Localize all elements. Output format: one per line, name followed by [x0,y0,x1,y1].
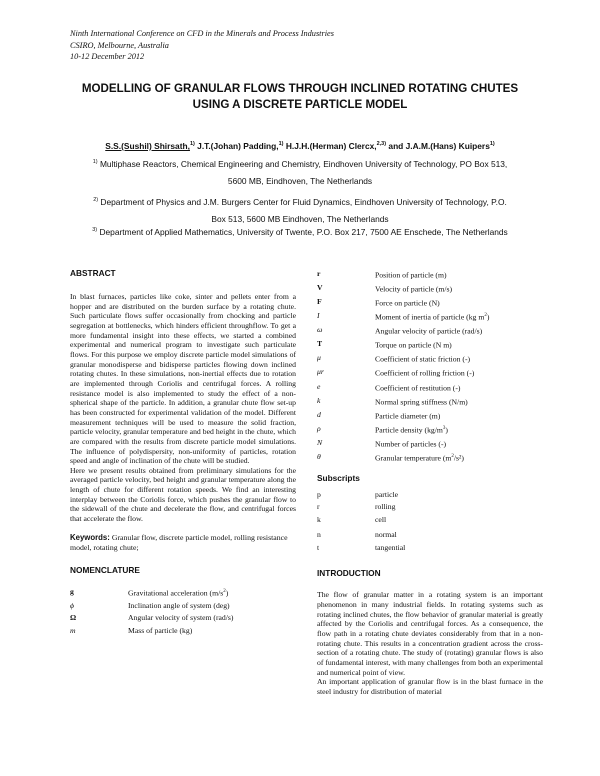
keywords-text: Granular flow, discrete particle model, rolling resistance model, rotating chute; [70,532,288,552]
nomenclature-symbol: T [317,339,323,349]
nomenclature-definition: Velocity of particle (m/s) [375,284,453,294]
conference-name: Ninth International Conference on CFD in the Minerals and Process Industries [70,29,334,38]
subscript-item [317,542,543,555]
nomenclature-definition: Torque on particle (N m) [375,340,452,350]
nomenclature-item [317,352,543,366]
nomenclature-symbol: I [317,311,320,321]
nomenclature-definition: Coefficient of restitution (-) [375,383,461,393]
affiliation-1: $^{1)}$ Multiphase Reactors, Chemical Engineering and Chemistry, Eindhoven University of Technology, PO Box 513, 5600 MB, Eindhoven, The Netherlands [92,158,508,186]
nomenclature-item [317,338,543,352]
subscript-symbol: n [317,530,321,540]
right-column [317,268,543,697]
nomenclature-item [317,395,543,409]
nomenclature-symbol: V [317,283,323,293]
nomenclature-definition: Position of particle (m) [375,270,447,280]
nomenclature-item [317,268,543,282]
nomenclature-definition: Moment of inertia of particle (kg $m^2$) [375,312,490,322]
nomenclature-symbol: ω [317,325,323,335]
author-list [60,141,540,151]
nomenclature-item: g Gravitational acceleration $(m/s^2)$ [70,586,229,598]
nomenclature-definition: Force on particle (N) [375,298,440,308]
nomenclature-list-right [317,268,543,465]
nomenclature-definition: Granular temperature $(m^2/s^2)$ [375,453,464,463]
introduction-heading: INTRODUCTION [317,568,381,579]
nomenclature-symbol: k [317,395,321,405]
subscript-definition: cell [375,514,387,524]
nomenclature-definition: Number of particles (-) [375,439,447,449]
nomenclature-symbol: μ [317,353,321,363]
conference-location: CSIRO, Melbourne, Australia [70,40,169,50]
subscript-definition: rolling [375,502,396,512]
author-2: J.T.(Johan) Padding,$^{1)}$ [197,141,284,151]
subscript-item [317,514,543,527]
nomenclature-item [317,366,543,380]
subscript-definition: tangential [375,542,406,552]
nomenclature-symbol: μr [317,367,324,377]
keywords-label: Keywords: [70,532,110,542]
subscript-symbol: r [317,502,320,512]
nomenclature-symbol: d [317,409,321,419]
nomenclature-item: Ω Angular velocity of system (rad/s) [70,613,234,623]
nomenclature-item: ϕ Inclination angle of system (deg) [70,600,230,610]
nomenclature-item [317,381,543,395]
introduction-paragraph-1: The flow of granular matter in a rotating system is an important phenomenon in many industrial fields. In rotating systems such as rotating inclined chutes, the flow behavior of granular material is greatly affected by the Coriolis and centrifugal forces. As a consequence, the flow path in a rotating chute deviates considerably from that in a non-rotating chute. This results in a concentration gradient across the cross-section of a rotating chute. The study of (rotating) granular flows is also of fundamental interest, with many challenges from both an experimental and numerical point of view. [317,590,543,677]
nomenclature-item: m Mass of particle (kg) [70,625,193,635]
subscript-symbol: p [317,489,321,499]
nomenclature-item [317,451,543,465]
subscript-item [317,489,543,502]
nomenclature-item [317,409,543,423]
nomenclature-definition: Angular velocity of particle (rad/s) [375,326,483,336]
subscript-item [317,501,543,514]
nomenclature-symbol: N [317,437,323,447]
nomenclature-item [317,324,543,338]
nomenclature-item [317,310,543,324]
subscript-symbol: t [317,542,320,552]
left-column [70,268,296,637]
paper-title [40,81,560,113]
nomenclature-symbol: ρ [317,423,321,433]
nomenclature-item [317,296,543,310]
nomenclature-list-left [70,586,296,638]
nomenclature-definition: Particle density $(kg/m^3)$ [375,425,448,435]
nomenclature-symbol: r [317,269,321,278]
abstract-paragraph-2: Here we present results obtained from preliminary simulations for the averaged particle velocity, bed height and granular temperature along the length of chute for different rotation speeds. We find an interesting interplay between the Coriolis force, which pushes the granular flow to the sidewall of the chute and decelerate the flow, and centrifugal forces that accelerate the flow. [70,465,296,524]
subscript-definition: particle [375,489,399,499]
subscripts-heading: Subscripts [317,472,360,483]
affiliation-3: $^{3)}$ Department of Applied Mathematics, University of Twente, P.O. Box 217, 7500 AE Enschede, The Netherlands [92,226,508,237]
nomenclature-item [317,423,543,437]
subscript-definition: normal [375,530,397,540]
author-3: H.J.H.(Herman) Clercx,$^{2,3)}$ [285,141,387,151]
affiliation-2: $^{2)}$ Department of Physics and J.M. Burgers Center for Fluid Dynamics, Eindhoven University of Technology, P.O. Box 513, 5600 MB Eindhoven, The Netherlands [93,196,507,224]
nomenclature-definition: Normal spring stiffness (N/m) [375,397,468,407]
abstract-paragraph-1: In blast furnaces, particles like coke, sinter and pellets enter from a hopper and are distributed on the burden surface by a rotating chute. Such particulate flows suffer occasionally from chocking and particle segregation at bottlenecks, which hinders efficient throughflow. To get a more fundamental insight into these effects, we started a combined experimental and numerical program to investigate such particulate flows. For this purpose we employ discrete particle model simulations of granular monodisperse and bidisperse particles flowing down inclined rotating chutes. In these simulations, non-inertial effects due to rotation are implemented through Coriolis and centrifugal forces. A rolling resistance model is also implemented to study the effect of a non-spherical shape of the particle. In addition, a granular chute flow set-up has been constructed for experimental validation of the model. Different measurement techniques will be used to measure the solid fraction, particle velocity, granular temperature and bed height in the chute, which are compared with the results from discrete particle model simulations. The influence of polydispersity, non-uniformity of particles, rotation speed and angle of inclination of the chute will be studied. [70,292,296,466]
author-1: S.S.(Sushil) Shirsath,$^{1)}$ [105,141,195,151]
conference-date: 10-12 December 2012 [70,52,145,61]
nomenclature-item [317,282,543,296]
introduction-paragraph-2: An important application of granular flow is in the blast furnace in the steel industry for distribution of material [317,677,543,696]
keywords [70,533,296,553]
subscripts-list [317,489,543,555]
subscript-item [317,529,543,542]
abstract-heading: ABSTRACT [70,268,116,278]
author-4: and J.A.M.(Hans) Kuipers$^{1)}$ [388,141,495,151]
nomenclature-definition: Coefficient of rolling friction (-) [375,369,475,378]
title-line-2: USING A DISCRETE PARTICLE MODEL [192,98,408,111]
nomenclature-definition: Coefficient of static friction (-) [375,354,471,364]
nomenclature-symbol: e [317,381,321,391]
title-line-1: MODELLING OF GRANULAR FLOWS THROUGH INCLINED ROTATING CHUTES [81,82,519,95]
nomenclature-item [317,437,543,451]
nomenclature-symbol: F [317,297,322,307]
nomenclature-definition: Particle diameter (m) [375,411,441,421]
nomenclature-heading: NOMENCLATURE [70,564,140,575]
nomenclature-symbol: θ [317,451,321,461]
subscript-symbol: k [317,514,321,524]
conference-header [70,28,334,63]
